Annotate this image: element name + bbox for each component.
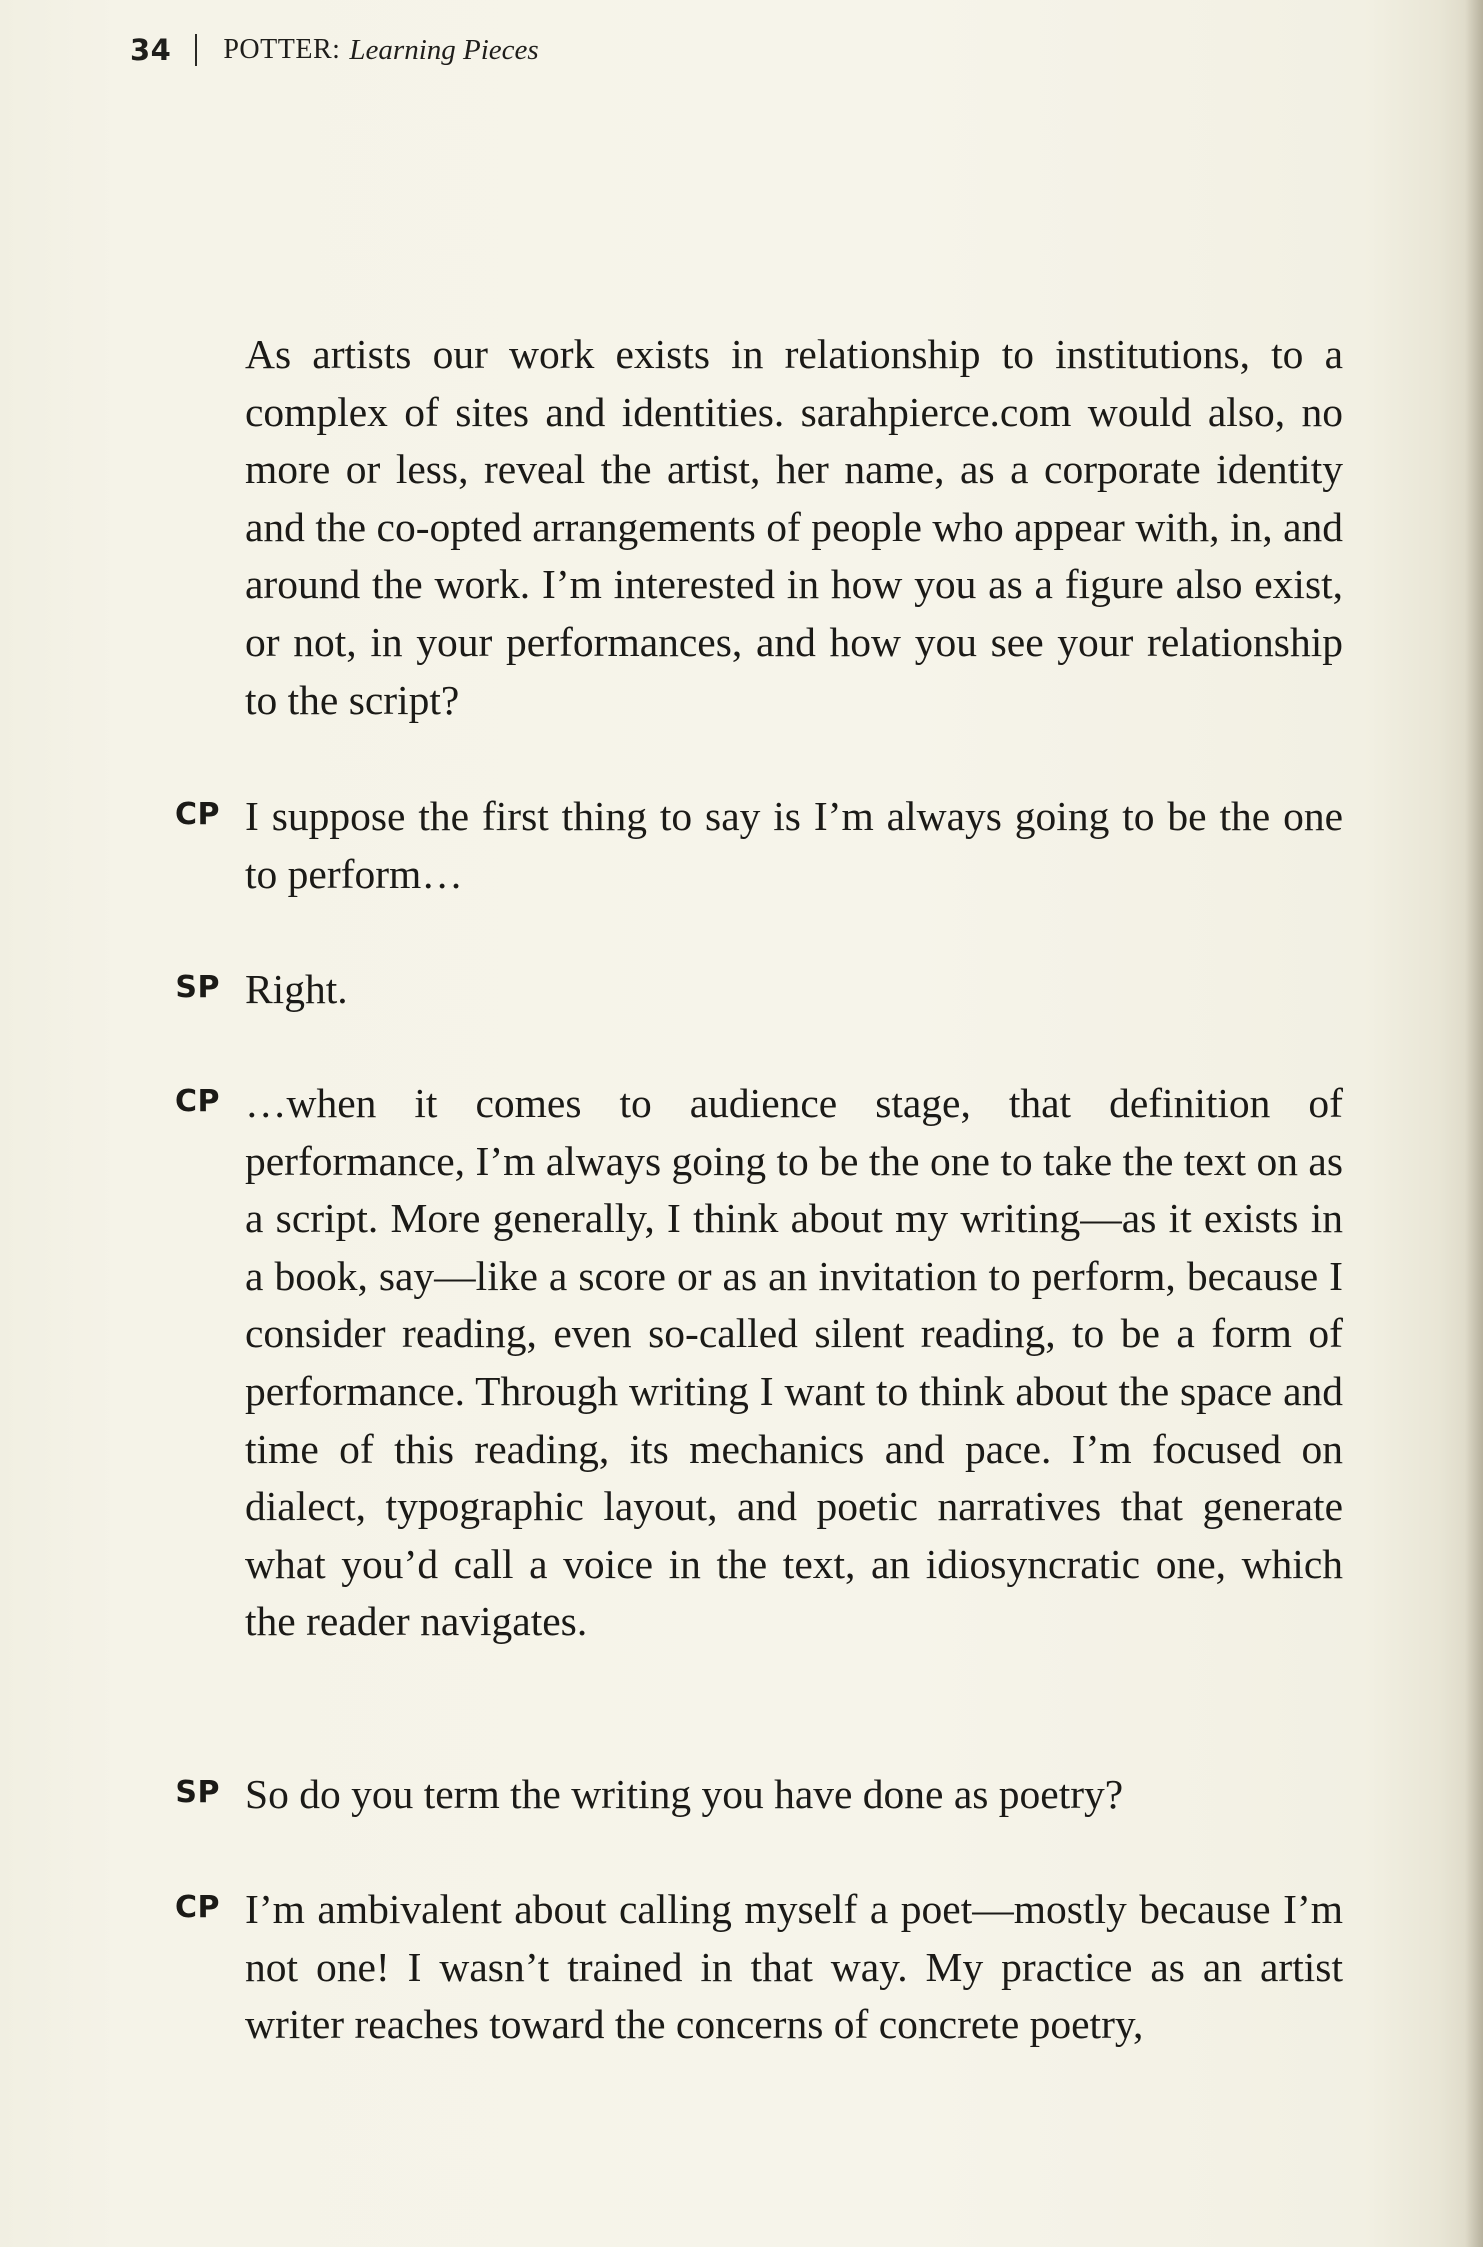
dialogue-text: I’m ambivalent about calling myself a poet—mostly because I’m not one! I wasn’t trained in that way. My practice as an artist writer reaches toward the concerns of concrete poetry,: [245, 1886, 1343, 2048]
header-running-title: Learning Pieces: [349, 33, 539, 66]
running-header: [130, 30, 539, 70]
dialogue-turn: [140, 788, 1343, 903]
speaker-label: CP: [174, 1084, 220, 1119]
speaker-label: CP: [174, 797, 220, 832]
dialogue-text: Right.: [245, 966, 348, 1012]
intro-paragraph: As artists our work exists in relationship to institutions, to a complex of sites and identities. sarahpierce.com would also, no more or less, reveal the artist, her name, as a corporate identity and the co-opted arrangements of people who appear with, in, and around the work. I’m interested in how you as a figure also exist, or not, in your performances, and how you see your relationship to the script?: [245, 331, 1343, 723]
dialogue-text: …when it comes to audience stage, that definition of performance, I’m always going to be the one to take the text on as a script. More generally, I think about my writing—as it exists in a book, say—like a score or as an invitation to perform, because I consider reading, even so-called silent reading, to be a form of performance. Through writing I want to think about the space and time of this reading, its mechanics and pace. I’m focused on dialect, typographic layout, and poetic narratives that generate what you’d call a voice in the text, an idiosyncratic one, which the reader navigates.: [245, 1080, 1343, 1645]
page-number: 34: [130, 33, 172, 67]
dialogue-text: So do you term the writing you have done as poetry?: [245, 1771, 1124, 1817]
speaker-label: SP: [175, 970, 220, 1005]
page-edge-shadow: [1465, 0, 1483, 2247]
dialogue-turn: [140, 1881, 1343, 2054]
dialogue-turn: [140, 961, 1343, 1019]
dialogue-turn: [140, 1075, 1343, 1651]
dialogue-text: I suppose the first thing to say is I’m always going to be the one to perform…: [245, 793, 1343, 897]
dialogue-turn: [140, 1766, 1343, 1824]
speaker-label: SP: [175, 1775, 220, 1810]
speaker-label: CP: [174, 1890, 220, 1925]
header-divider: [195, 34, 197, 66]
header-author: POTTER:: [223, 34, 341, 65]
